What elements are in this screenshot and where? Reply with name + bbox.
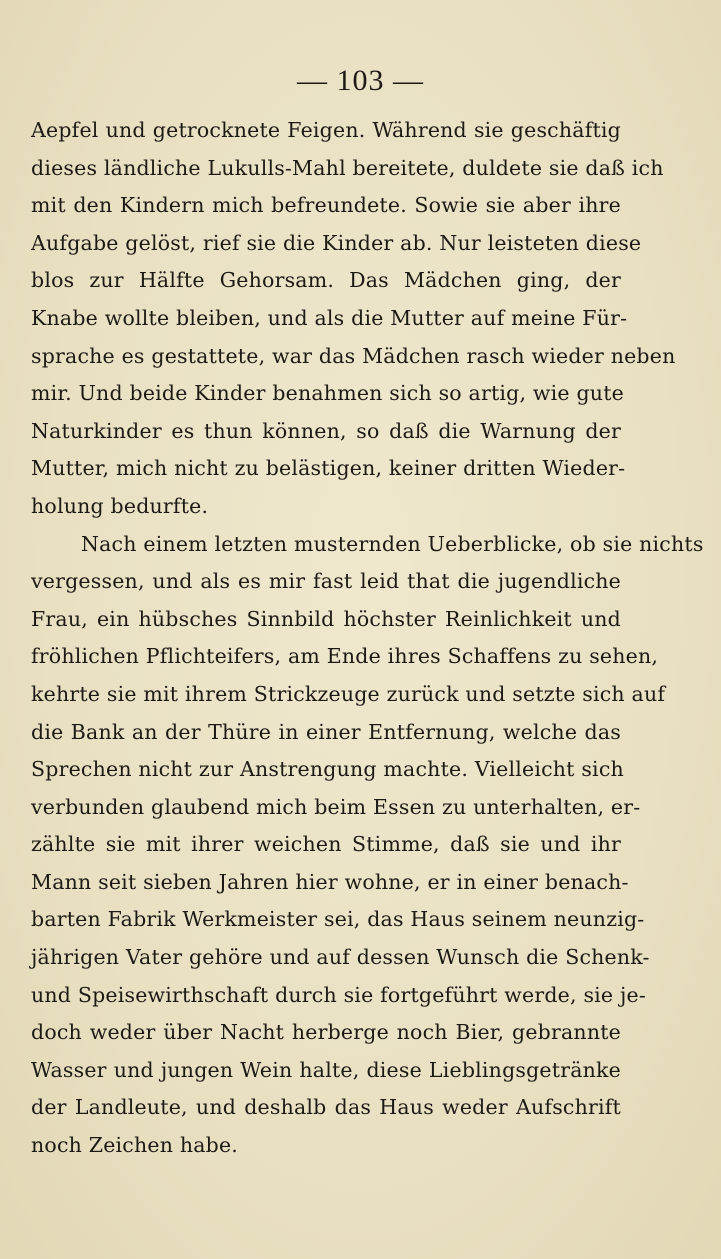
text-line: kehrte sie mit ihrem Strickzeuge zurück und setzte sich auf	[31, 681, 666, 706]
text-line: Aufgabe gelöst, rief sie die Kinder ab. Nur leisteten diese	[31, 230, 642, 255]
text-line: blos zur Hälfte Gehorsam. Das Mädchen ging, der	[31, 268, 621, 293]
text-line: Aepfel und getrocknete Feigen. Während sie geschäftig	[31, 118, 621, 142]
text-line: holung bedurfte.	[31, 493, 209, 518]
text-line: mir. Und beide Kinder benahmen sich so artig, wie gute	[31, 381, 624, 406]
text-line: der Landleute, und deshalb das Haus weder Aufschrift	[31, 1095, 621, 1120]
text-line: die Bank an der Thüre in einer Entfernung, welche das	[31, 719, 621, 744]
text-line: Mann seit sieben Jahren hier wohne, er in einer benach-	[31, 869, 629, 894]
text-line: Knabe wollte bleiben, und als die Mutter auf meine Für-	[31, 305, 628, 330]
text-line: barten Fabrik Werkmeister sei, das Haus seinem neunzig-	[31, 907, 645, 932]
text-line: Nach einem letzten musternden Ueberblicke, ob sie nichts	[81, 531, 704, 556]
text-line: vergessen, und als es mir fast leid that die jugendliche	[31, 569, 621, 594]
text-line: sprache es gestattete, war das Mädchen rasch wieder neben	[31, 343, 676, 368]
text-line: fröhlichen Pflichteifers, am Ende ihres Schaffens zu sehen,	[31, 644, 659, 669]
text-line: noch Zeichen habe.	[31, 1133, 239, 1158]
text-line: verbunden glaubend mich beim Essen zu unterhalten, er-	[31, 794, 641, 819]
paragraph	[31, 112, 676, 526]
text-line: zählte sie mit ihrer weichen Stimme, daß sie und ihr	[31, 832, 621, 857]
text-line: und Speisewirthschaft durch sie fortgeführt werde, sie je-	[31, 982, 646, 1007]
text-line: mit den Kindern mich befreundete. Sowie sie aber ihre	[31, 193, 621, 218]
text-line: Mutter, mich nicht zu belästigen, keiner dritten Wieder-	[31, 456, 626, 481]
paragraph	[31, 526, 704, 1165]
text-line: dieses ländliche Lukulls-Mahl bereitete, duldete sie daß ich	[31, 155, 664, 180]
text-line: jährigen Vater gehöre und auf dessen Wunsch die Schenk-	[31, 945, 650, 970]
text-line: Wasser und jungen Wein halte, diese Lieblingsgetränke	[31, 1057, 621, 1082]
text-line: Naturkinder es thun können, so daß die Warnung der	[31, 418, 621, 443]
text-line: Sprechen nicht zur Anstrengung machte. Vielleicht sich	[31, 757, 624, 782]
text-line: doch weder über Nacht herberge noch Bier, gebrannte	[31, 1020, 621, 1045]
text-line: Frau, ein hübsches Sinnbild höchster Reinlichkeit und	[31, 606, 621, 631]
page-number: — 103 —	[297, 64, 424, 97]
body-text	[31, 112, 704, 1165]
